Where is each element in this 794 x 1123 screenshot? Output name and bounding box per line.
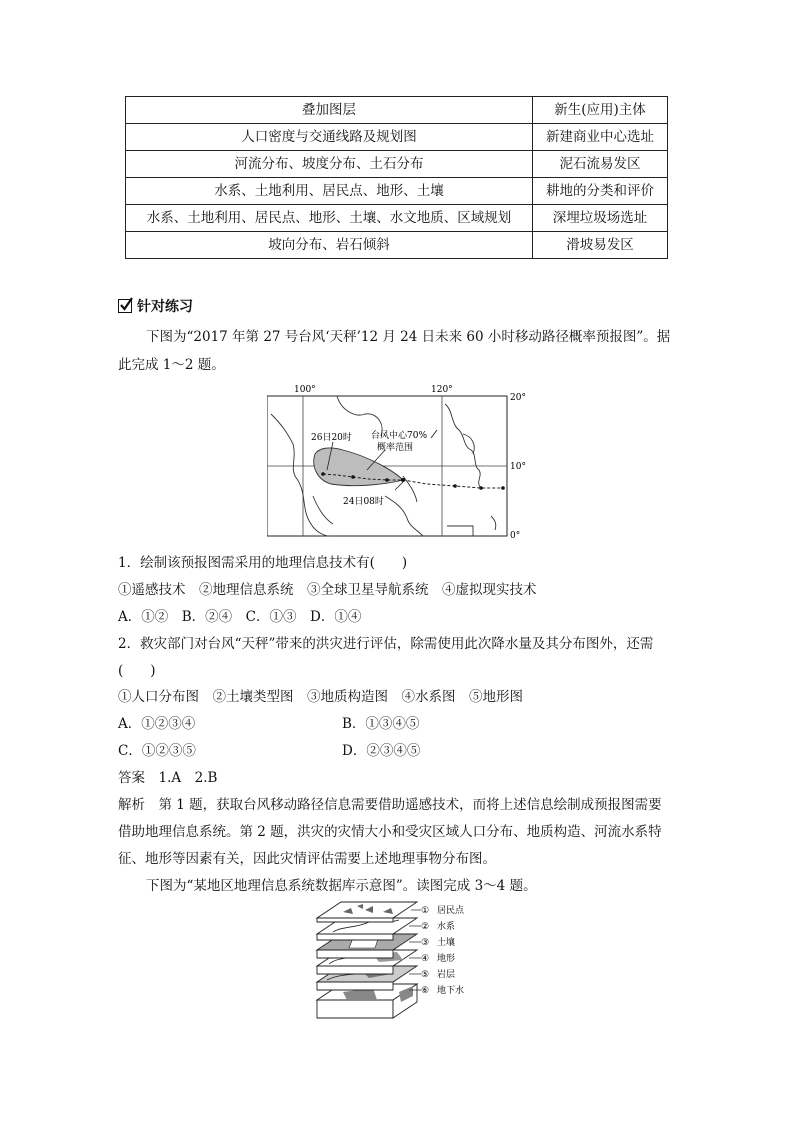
layer-number: ⑥ [421,986,430,996]
layer-number: ④ [421,954,430,964]
table-cell: 泥石流易发区 [533,151,668,178]
label-probability-1: 台风中心70% [371,431,428,441]
table-header-cell: 叠加图层 [126,97,533,124]
layer-number: ② [421,922,430,932]
table-row [126,232,668,259]
question-2-stem-cont: ( ) [118,663,156,679]
question-2-option-b: B．①③④⑤ [342,716,420,732]
answer-line: 答案 1.A 2.B [118,770,218,786]
table-cell: 坡向分布、岩石倾斜 [126,232,533,259]
table-row [126,124,668,151]
label-24th: 24日08时 [343,497,384,507]
table-cell: 滑坡易发区 [533,232,668,259]
table-cell: 河流分布、坡度分布、土石分布 [126,151,533,178]
question-1-items: ①遥感技术 ②地理信息系统 ③全球卫星导航系统 ④虚拟现实技术 [118,582,537,598]
question-1-options: A．①② B．②④ C．①③ D．①④ [118,609,362,625]
lat-label: 0° [510,531,521,541]
table-cell: 深埋垃圾场选址 [533,205,668,232]
section-title: 针对练习 [137,299,193,315]
table-cell: 人口密度与交通线路及规划图 [126,124,533,151]
question-2-option-a: A．①②③④ [118,716,196,732]
lat-label: 10° [510,462,526,472]
analysis-line-1: 解析 第 1 题，获取台风移动路径信息需要借助遥感技术，而将上述信息绘制成预报图需要 [118,797,662,813]
analysis-line-2: 借助地理信息系统。第 2 题，洪灾的灾情大小和受灾区域人口分布、地质构造、河流水系特 [118,824,662,840]
layer-number: ① [421,906,430,916]
layer-name: 居民点 [437,906,465,916]
table-row [126,205,668,232]
question-2-items: ①人口分布图 ②土壤类型图 ③地质构造图 ④水系图 ⑤地形图 [118,689,523,705]
question-1-stem: 1．绘制该预报图需采用的地理信息技术有( ) [118,555,408,571]
analysis-line-3: 征、地形等因素有关，因此灾情评估需要上述地理事物分布图。 [118,851,496,867]
question-2-stem: 2．救灾部门对台风“天秤”带来的洪灾进行评估，除需使用此次降水量及其分布图外，还需 [118,636,654,652]
typhoon-path-map [267,384,537,542]
question-2-option-c: C．①②③⑤ [118,743,196,759]
layer-number: ⑤ [421,970,430,980]
table-row [126,151,668,178]
layer-name: 地形 [437,954,456,964]
lon-label: 100° [294,385,316,395]
table-cell: 新建商业中心选址 [533,124,668,151]
intro-paragraph-1: 下图为“2017 年第 27 号台风‘天秤’12 月 24 日未来 60 小时移动路径概率预报图”。据 [146,329,671,345]
layer-name: 土壤 [437,938,456,948]
table-row [126,178,668,205]
overlay-layer-table [125,96,668,259]
label-26th: 26日20时 [311,433,352,443]
table-header-cell: 新生(应用)主体 [533,97,668,124]
table-cell: 水系、土地利用、居民点、地形、土壤、水文地质、区域规划 [126,205,533,232]
table-cell: 耕地的分类和评价 [533,178,668,205]
layer-name: 水系 [437,922,456,932]
layer-number: ③ [421,938,430,948]
checkmark-icon [118,299,132,313]
section-heading [118,296,193,316]
question-2-option-d: D．②③④⑤ [342,743,421,759]
label-probability-2: 概率范围 [377,443,414,453]
lat-label: 20° [510,393,526,403]
intro-paragraph-1-cont: 此完成 1～2 题。 [118,357,225,373]
intro-paragraph-2: 下图为“某地区地理信息系统数据库示意图”。读图完成 3～4 题。 [146,878,537,894]
layer-name: 地下水 [437,986,465,996]
lon-label: 120° [431,385,453,395]
table-header-row [126,97,668,124]
table-cell: 水系、土地利用、居民点、地形、土壤 [126,178,533,205]
gis-database-diagram [313,900,493,1026]
layer-name: 岩层 [437,970,456,980]
